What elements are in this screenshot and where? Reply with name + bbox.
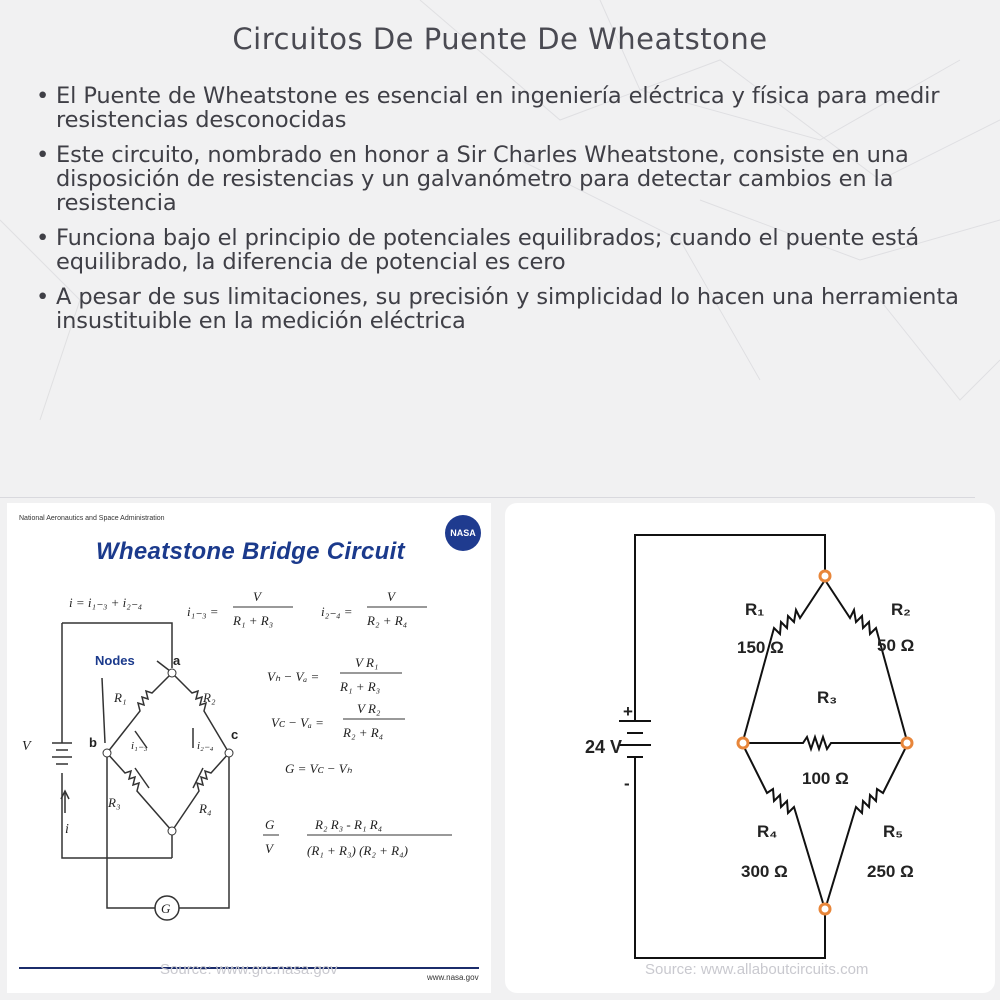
equation-i13-lhs: i₁₋₃ = — [187, 604, 219, 619]
equation-g: G = Vᴄ − Vₕ — [285, 761, 352, 776]
r3-value: 100 Ω — [802, 769, 849, 788]
node-b-label: b — [89, 735, 97, 750]
voltage-label: V — [22, 739, 31, 754]
r3-label: R₃ — [108, 795, 121, 810]
equation-vb-num: V R₁ — [355, 655, 379, 670]
bridge-circuit-image — [505, 503, 995, 993]
equation-current-sum: i = i₁₋₃ + i₂₋₄ — [69, 595, 143, 610]
i13-label: i₁₋₃ — [131, 740, 148, 752]
equation-i13-num: V — [253, 589, 261, 604]
equation-vb-den: R₁ + R₃ — [340, 679, 381, 694]
nasa-logo: NASA — [445, 515, 481, 551]
nasa-header-text: National Aeronautics and Space Administration — [19, 515, 165, 522]
i24-label: i₂₋₄ — [197, 740, 214, 752]
galvanometer-label: G — [161, 901, 171, 916]
diagram-title: Wheatstone Bridge Circuit — [96, 538, 405, 565]
r5-name: R₅ — [883, 822, 904, 841]
current-label: i — [65, 822, 69, 837]
r4-label: R₄ — [199, 801, 212, 816]
equation-ratio-lhs-den: V — [265, 841, 273, 856]
nasa-footer-url: www.nasa.gov — [427, 973, 479, 982]
equation-vc-lhs: Vᴄ − Vₐ = — [271, 715, 324, 730]
r2-label: R₂ — [203, 690, 216, 705]
bullet-list — [36, 84, 966, 344]
section-divider — [0, 497, 975, 498]
bullet-item: • A pesar de sus limitaciones, su precisión y simplicidad lo hacen una herramienta insustituible en la medición eléctrica — [36, 285, 966, 333]
node-a-label: a — [173, 653, 181, 668]
left-image-source: Source: www.grc.nasa.gov — [160, 961, 338, 978]
battery-minus-sign: - — [624, 774, 630, 793]
r1-label: R₁ — [114, 690, 127, 705]
equation-ratio-num: R₂ R₃ - R₁ R₄ — [315, 817, 383, 832]
r4-value: 300 Ω — [741, 862, 788, 881]
r5-value: 250 Ω — [867, 862, 914, 881]
nasa-diagram-image — [7, 503, 491, 993]
r1-value: 150 Ω — [737, 638, 784, 657]
r4-name: R₄ — [757, 822, 778, 841]
right-image-source: Source: www.allaboutcircuits.com — [645, 961, 869, 978]
r3-name: R₃ — [817, 688, 838, 707]
bullet-item: • Funciona bajo el principio de potenciales equilibrados; cuando el puente está equilibrado, la diferencia de potencial es cero — [36, 226, 966, 274]
equation-i24-lhs: i₂₋₄ = — [321, 604, 353, 619]
r2-name: R₂ — [891, 600, 911, 619]
r2-value: 50 Ω — [877, 636, 915, 655]
nasa-circuit-svg — [7, 503, 491, 993]
node-c-label: c — [231, 727, 239, 742]
equation-i24-num: V — [387, 589, 395, 604]
equation-ratio-den: (R₁ + R₃) (R₂ + R₄) — [307, 843, 408, 858]
bullet-item: • El Puente de Wheatstone es esencial en ingeniería eléctrica y física para medir resistencias desconocidas — [36, 84, 966, 132]
bullet-item: • Este circuito, nombrado en honor a Sir Charles Wheatstone, consiste en una disposición de resistencias y un galvanómetro para detectar cambios en la resistencia — [36, 143, 966, 215]
battery-plus-sign: + — [623, 702, 633, 721]
r1-name: R₁ — [745, 600, 765, 619]
equation-vc-num: V R₂ — [357, 701, 381, 716]
equation-i13-den: R₁ + R₃ — [233, 613, 274, 628]
equation-vc-den: R₂ + R₄ — [343, 725, 384, 740]
equation-i24-den: R₂ + R₄ — [367, 613, 408, 628]
page-title: Circuitos De Puente De Wheatstone — [232, 22, 768, 56]
battery-voltage-label: 24 V — [585, 737, 623, 757]
nodes-label: Nodes — [95, 653, 135, 668]
bridge-circuit-svg — [505, 503, 995, 993]
equation-vb-lhs: Vₕ − Vₐ = — [267, 669, 320, 684]
equation-ratio-lhs-num: G — [265, 817, 275, 832]
